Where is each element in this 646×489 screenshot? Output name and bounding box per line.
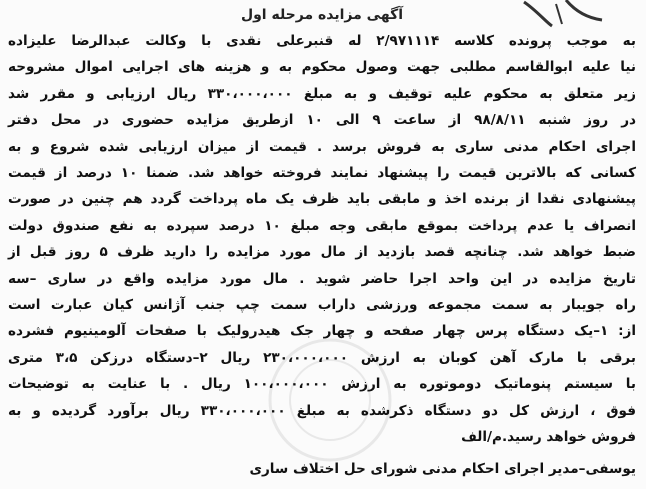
notice-line: ضبط خواهد شد. چنانچه قصد بازدید از مال مورد مزایده را دارید ظرف ۵ روز قبل از [8,244,636,261]
notice-line: با سیستم پنوماتیک دوموتوره به ارزش ۱۰۰،۰۰۰،۰۰۰ ریال . با عنایت به توضیحات [8,376,636,393]
notice-line: اجرای احکام مدنی ساری به فروش برسد . قیمت از میزان ارزیابی شده شروع و به [8,138,636,155]
notice-line: نیا علیه ابوالقاسم مطلبی جهت وصول محکوم به و هزینه های اجرایی اموال مشروحه [8,59,636,76]
notice-line: کسانی که بالاترین قیمت را پیشنهاد نمایند فروخته خواهد شد. ضمنا ۱۰ درصد از قیمت [8,165,636,182]
notice-line: فروش خواهد رسید.م/الف [461,429,636,446]
notice-line: راه جویبار به سمت مجموعه ورزشی داراب سمت چپ جنب آژانس کیان عبارت است [8,297,636,314]
notice-title: آگهی مزایده مرحله اول [240,7,404,23]
notice-signature: یوسفی–مدیر اجرای احکام مدنی شورای حل اختلاف ساری [249,460,636,477]
notice-line: فوق ، ارزش کل دو دستگاه ذکرشده به مبلغ ۳۳۰،۰۰۰،۰۰۰ ریال برآورد گردیده و به [8,402,636,419]
notice-body [8,28,636,451]
notice-line: به موجب پرونده کلاسه ۲/۹۷۱۱۱۴ له قنبرعلی نقدی با وکالت عبدالرضا علیزاده [8,33,636,49]
notice-line: پیشنهادی نقدا از برنده اخذ و مابقی باید ظرف یک ماه پرداخت گردد هم چنین در صورت [8,191,636,208]
notice-line: تاریخ مزایده در این واحد اجرا حاضر شوید . مال مورد مزایده واقع در ساری –سه [8,270,636,287]
auction-notice [8,4,636,481]
notice-line: از: ۱–یک دستگاه پرس چهار صفحه و چهار جک هیدرولیک با صفحات آلومینیوم فشرده [8,323,637,340]
notice-line: برقی با مارک آهن کوبان به ارزش ۲۳۰،۰۰۰،۰۰۰ ریال ۲–دستگاه درزکن ۳،۵ متری [8,349,636,366]
notice-line: انصراف یا عدم پرداخت بموقع مابقی وجه مبلغ ۱۰ درصد سپرده به نفع صندوق دولت [8,217,636,234]
notice-line: زیر متعلق به محکوم علیه توقیف و به مبلغ ۳۳۰،۰۰۰،۰۰۰ ریال ارزیابی و مقرر شد [8,85,636,102]
notice-line: در روز شنبه ۹۸/۸/۱۱ از ساعت ۹ الی ۱۰ ازطریق مزایده حضوری در محل دفتر [8,112,636,129]
